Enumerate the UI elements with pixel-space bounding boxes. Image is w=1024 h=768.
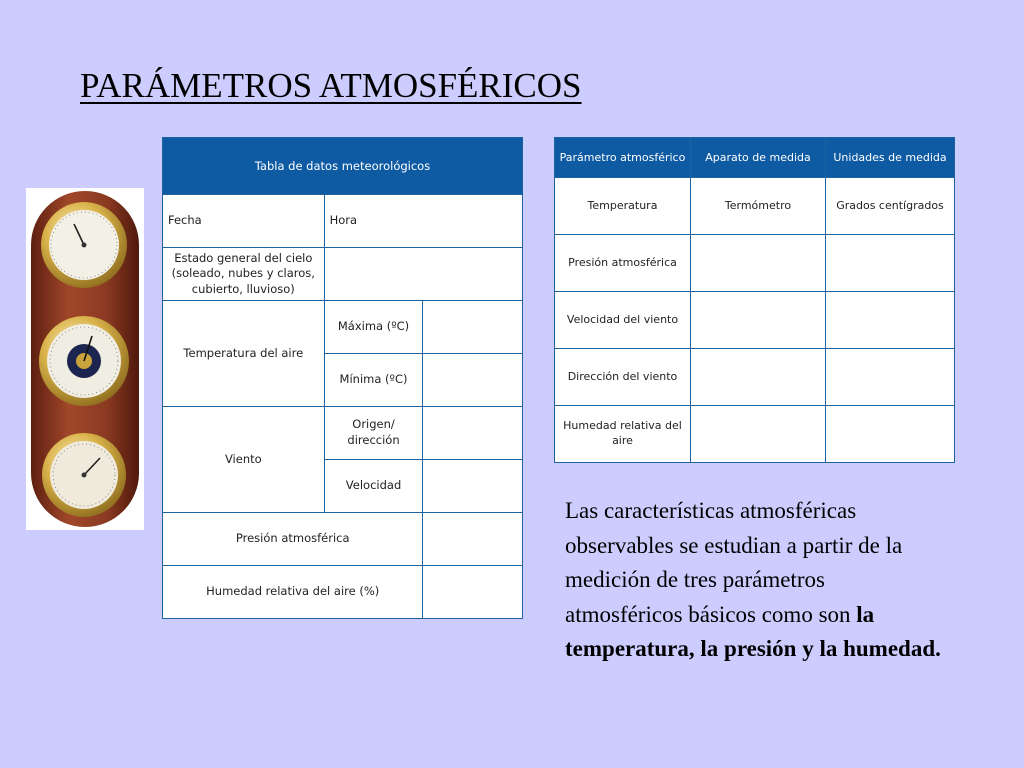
param-name: Dirección del viento (555, 349, 691, 406)
origen-value (423, 407, 523, 460)
weather-station-photo (26, 188, 144, 530)
fecha-cell: Fecha (163, 195, 325, 248)
param-instrument (691, 292, 826, 349)
param-name: Velocidad del viento (555, 292, 691, 349)
barometer-dial-icon (39, 316, 129, 406)
minima-cell: Mínima (ºC) (324, 354, 423, 407)
param-unit (826, 406, 955, 463)
weather-table-header: Tabla de datos meteorológicos (163, 138, 523, 195)
parameters-table (554, 137, 955, 463)
param-instrument (691, 235, 826, 292)
weather-data-table (162, 137, 523, 619)
maxima-value (423, 301, 523, 354)
param-unit (826, 349, 955, 406)
param-name: Temperatura (555, 178, 691, 235)
origen-cell: Origen/ dirección (324, 407, 423, 460)
header-parametro: Parámetro atmosférico (555, 138, 691, 178)
table-row (555, 406, 955, 463)
param-instrument: Termómetro (691, 178, 826, 235)
humedad-cell: Humedad relativa del aire (%) (163, 566, 423, 619)
presion-cell: Presión atmosférica (163, 513, 423, 566)
table-row (555, 292, 955, 349)
thermometer-dial-icon (41, 202, 127, 288)
velocidad-value (423, 460, 523, 513)
param-instrument (691, 406, 826, 463)
temperatura-aire-cell: Temperatura del aire (163, 301, 325, 407)
minima-value (423, 354, 523, 407)
description-plain: Las características atmosféricas observables se estudian a partir de la medición de tres parámetros atmosféricos básicos como son (565, 498, 903, 627)
table-row (555, 349, 955, 406)
maxima-cell: Máxima (ºC) (324, 301, 423, 354)
table-row (555, 178, 955, 235)
param-instrument (691, 349, 826, 406)
presion-value (423, 513, 523, 566)
table-row (555, 235, 955, 292)
hora-cell: Hora (324, 195, 522, 248)
param-unit (826, 292, 955, 349)
estado-cielo-value (324, 248, 522, 301)
hygrometer-dial-icon (42, 433, 126, 517)
viento-cell: Viento (163, 407, 325, 513)
humedad-value (423, 566, 523, 619)
slide-title: PARÁMETROS ATMOSFÉRICOS (80, 66, 582, 105)
header-unidades: Unidades de medida (826, 138, 955, 178)
estado-cielo-cell: Estado general del cielo (soleado, nubes y claros, cubierto, lluvioso) (163, 248, 325, 301)
header-aparato: Aparato de medida (691, 138, 826, 178)
description-text (565, 494, 945, 667)
param-name: Humedad relativa del aire (555, 406, 691, 463)
param-unit (826, 235, 955, 292)
description-bold: la temperatura, la presión y la humedad. (565, 601, 941, 661)
param-name: Presión atmosférica (555, 235, 691, 292)
velocidad-cell: Velocidad (324, 460, 423, 513)
param-unit: Grados centígrados (826, 178, 955, 235)
